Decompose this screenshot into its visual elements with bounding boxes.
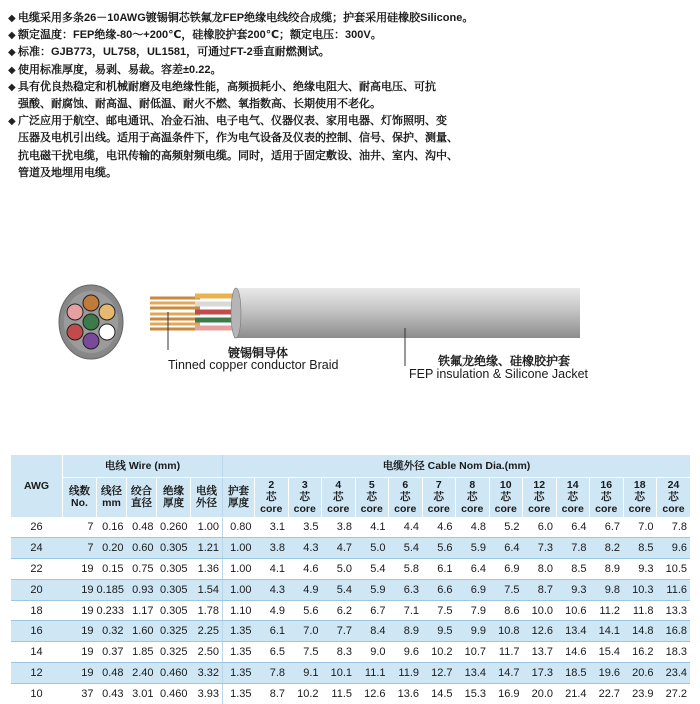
spec-text: 压器及电机引出线。适用于高温条件下，作为电气设备及仪表的控制、信号、保护、测量、: [18, 132, 458, 145]
table-cell: 10.2: [288, 683, 322, 704]
table-cell: 1.00: [223, 538, 255, 559]
table-cell: 37: [63, 683, 97, 704]
table-cell: 1.35: [223, 621, 255, 642]
table-cell: 9.5: [422, 621, 456, 642]
table-cell: 8.9: [590, 559, 624, 580]
core-count-header: 16 芯 core: [590, 477, 624, 517]
spec-text: 抗电磁干扰电缆，电讯传输的高频射频电缆。同时，适用于固定敷设、油井、室内、沟中、: [18, 149, 458, 162]
table-cell: 19: [63, 579, 97, 600]
table-cell: 6.5: [255, 642, 289, 663]
awg-cell: 18: [11, 600, 63, 621]
diamond-bullet-icon: ◆: [8, 30, 16, 42]
jacket-label-en: FEP insulation & Silicone Jacket: [409, 367, 589, 381]
table-cell: 4.6: [422, 517, 456, 538]
awg-header: AWG: [11, 455, 63, 517]
table-cell: 5.6: [422, 538, 456, 559]
spec-table: [10, 455, 690, 704]
table-cell: 0.48: [97, 663, 127, 684]
table-cell: 19: [63, 600, 97, 621]
table-cell: 14.7: [489, 663, 523, 684]
spec-text: 强酸、耐腐蚀、耐高温、耐低温、耐火不燃、氧指数高、长期使用不老化。: [18, 98, 381, 111]
spec-line: [8, 165, 692, 182]
table-cell: 5.0: [355, 538, 389, 559]
table-cell: 7.8: [657, 517, 691, 538]
table-cell: 4.9: [288, 579, 322, 600]
table-cell: 4.8: [456, 517, 490, 538]
table-cell: 14.8: [623, 621, 657, 642]
table-cell: 4.4: [389, 517, 423, 538]
table-cell: 3.32: [191, 663, 223, 684]
table-cell: 4.9: [255, 600, 289, 621]
table-cell: 11.1: [355, 663, 389, 684]
table-cell: 10.5: [657, 559, 691, 580]
table-cell: 5.9: [456, 538, 490, 559]
table-cell: 11.5: [322, 683, 356, 704]
awg-cell: 12: [11, 663, 63, 684]
jacket-thickness-header: 护套 厚度: [223, 477, 255, 517]
table-cell: 1.10: [223, 600, 255, 621]
table-cell: 9.3: [623, 559, 657, 580]
table-cell: 16.2: [623, 642, 657, 663]
table-cell: 8.5: [623, 538, 657, 559]
table-cell: 7.5: [489, 579, 523, 600]
awg-cell: 20: [11, 579, 63, 600]
table-cell: 1.00: [223, 559, 255, 580]
conductor-label-cn: 镀锡铜导体: [228, 346, 289, 360]
spec-line: [8, 148, 692, 165]
table-cell: 4.1: [255, 559, 289, 580]
core-count-header: 8 芯 core: [456, 477, 490, 517]
diamond-bullet-icon: ◆: [8, 81, 16, 93]
table-cell: 0.305: [157, 538, 191, 559]
table-cell: 11.9: [389, 663, 423, 684]
table-cell: 11.2: [590, 600, 624, 621]
core-count-header: 18 芯 core: [623, 477, 657, 517]
table-cell: 0.233: [97, 600, 127, 621]
table-cell: 4.6: [288, 559, 322, 580]
table-cell: 0.305: [157, 600, 191, 621]
table-cell: 0.43: [97, 683, 127, 704]
table-row: [11, 642, 691, 663]
table-cell: 27.2: [657, 683, 691, 704]
table-cell: 4.7: [322, 538, 356, 559]
table-cell: 1.35: [223, 663, 255, 684]
spec-line: [8, 62, 692, 79]
spec-line: [8, 113, 692, 130]
table-cell: 13.3: [657, 600, 691, 621]
table-cell: 2.40: [127, 663, 157, 684]
table-cell: 6.1: [255, 621, 289, 642]
table-cell: 12.7: [422, 663, 456, 684]
table-cell: 23.9: [623, 683, 657, 704]
table-cell: 1.85: [127, 642, 157, 663]
table-cell: 0.15: [97, 559, 127, 580]
table-cell: 11.8: [623, 600, 657, 621]
table-cell: 14.5: [422, 683, 456, 704]
table-cell: 10.8: [489, 621, 523, 642]
table-cell: 9.1: [288, 663, 322, 684]
table-cell: 6.7: [590, 517, 624, 538]
table-cell: 4.3: [255, 579, 289, 600]
table-cell: 10.1: [322, 663, 356, 684]
cross-section: [59, 285, 123, 359]
table-cell: 1.36: [191, 559, 223, 580]
table-cell: 5.0: [322, 559, 356, 580]
table-cell: 6.2: [322, 600, 356, 621]
table-cell: 19: [63, 559, 97, 580]
table-cell: 7: [63, 538, 97, 559]
table-cell: 8.3: [322, 642, 356, 663]
table-cell: 0.305: [157, 559, 191, 580]
table-cell: 9.0: [355, 642, 389, 663]
table-cell: 0.60: [127, 538, 157, 559]
table-row: [11, 559, 691, 580]
table-cell: 3.01: [127, 683, 157, 704]
table-cell: 12.6: [523, 621, 557, 642]
table-cell: 18.3: [657, 642, 691, 663]
table-cell: 1.00: [191, 517, 223, 538]
table-cell: 13.7: [523, 642, 557, 663]
table-cell: 11.6: [657, 579, 691, 600]
cable-illustration: [0, 270, 700, 390]
table-cell: 1.21: [191, 538, 223, 559]
core-count-header: 4 芯 core: [322, 477, 356, 517]
table-cell: 8.0: [523, 559, 557, 580]
core-count-header: 6 芯 core: [389, 477, 423, 517]
table-cell: 0.20: [97, 538, 127, 559]
core-count-header: 14 芯 core: [556, 477, 590, 517]
table-row: [11, 517, 691, 538]
bundle-dia-header: 绞合 直径: [127, 477, 157, 517]
table-cell: 8.2: [590, 538, 624, 559]
table-cell: 9.6: [657, 538, 691, 559]
table-cell: 5.8: [389, 559, 423, 580]
spec-line: [8, 96, 692, 113]
table-cell: 21.4: [556, 683, 590, 704]
table-cell: 0.325: [157, 642, 191, 663]
conductor-label-en: Tinned copper conductor Braid: [168, 358, 339, 372]
table-cell: 6.9: [489, 559, 523, 580]
table-row: [11, 600, 691, 621]
table-cell: 9.9: [456, 621, 490, 642]
table-cell: 6.1: [422, 559, 456, 580]
table-cell: 5.4: [322, 579, 356, 600]
table-cell: 7.0: [623, 517, 657, 538]
jacket-label-cn: 铁氟龙绝缘、硅橡胶护套: [438, 354, 571, 368]
table-cell: 8.5: [556, 559, 590, 580]
diamond-bullet-icon: ◆: [8, 47, 16, 59]
table-cell: 0.48: [127, 517, 157, 538]
table-cell: 19.6: [590, 663, 624, 684]
table-cell: 0.185: [97, 579, 127, 600]
table-cell: 7.3: [523, 538, 557, 559]
table-cell: 9.6: [389, 642, 423, 663]
spec-text: 电缆采用多条26－10AWG镀锡铜芯铁氟龙FEP绝缘电线绞合成缆；护套采用硅橡胶Silicone。: [18, 12, 474, 24]
table-cell: 3.8: [322, 517, 356, 538]
table-cell: 1.60: [127, 621, 157, 642]
table-cell: 6.9: [456, 579, 490, 600]
table-cell: 3.5: [288, 517, 322, 538]
awg-cell: 24: [11, 538, 63, 559]
table-cell: 7: [63, 517, 97, 538]
table-cell: 23.4: [657, 663, 691, 684]
awg-cell: 16: [11, 621, 63, 642]
table-cell: 0.37: [97, 642, 127, 663]
table-cell: 4.1: [355, 517, 389, 538]
spec-text: 广泛应用于航空、邮电通讯、冶金石油、电子电气、仪器仪表、家用电器、灯饰照明、变: [18, 115, 447, 128]
table-cell: 14.6: [556, 642, 590, 663]
spec-text: 额定温度：FEP绝缘-80～+200℃，硅橡胶护套200℃；额定电压：300V。: [18, 29, 382, 42]
table-cell: 8.7: [523, 579, 557, 600]
table-cell: 19: [63, 642, 97, 663]
table-cell: 0.80: [223, 517, 255, 538]
table-cell: 12.6: [355, 683, 389, 704]
spec-line: [8, 130, 692, 147]
table-cell: 3.8: [255, 538, 289, 559]
table-cell: 5.9: [355, 579, 389, 600]
diamond-bullet-icon: ◆: [8, 64, 16, 76]
table-cell: 7.8: [556, 538, 590, 559]
table-cell: 10.0: [523, 600, 557, 621]
table-cell: 3.93: [191, 683, 223, 704]
table-cell: 15.4: [590, 642, 624, 663]
table-cell: 0.460: [157, 683, 191, 704]
table-cell: 0.460: [157, 663, 191, 684]
diamond-bullet-icon: ◆: [8, 116, 16, 128]
core-count-header: 12 芯 core: [523, 477, 557, 517]
table-cell: 7.1: [389, 600, 423, 621]
core-count-header: 2 芯 core: [255, 477, 289, 517]
awg-cell: 10: [11, 683, 63, 704]
table-cell: 1.54: [191, 579, 223, 600]
table-cell: 10.3: [623, 579, 657, 600]
table-cell: 5.6: [288, 600, 322, 621]
awg-cell: 14: [11, 642, 63, 663]
table-row: [11, 663, 691, 684]
wire-od-header: 电线 外径: [191, 477, 223, 517]
table-row: [11, 683, 691, 704]
table-cell: 7.9: [456, 600, 490, 621]
awg-cell: 22: [11, 559, 63, 580]
spec-text: 使用标准厚度，易剥、易裁。容差±0.22。: [18, 63, 222, 76]
table-cell: 20.6: [623, 663, 657, 684]
table-cell: 1.17: [127, 600, 157, 621]
table-row: [11, 621, 691, 642]
table-row: [11, 538, 691, 559]
table-cell: 6.7: [355, 600, 389, 621]
table-cell: 15.3: [456, 683, 490, 704]
table-cell: 20.0: [523, 683, 557, 704]
cable-diagram: [0, 270, 700, 390]
table-cell: 0.16: [97, 517, 127, 538]
table-cell: 5.4: [389, 538, 423, 559]
table-cell: 16.8: [657, 621, 691, 642]
table-cell: 13.4: [456, 663, 490, 684]
table-cell: 9.8: [590, 579, 624, 600]
table-cell: 10.6: [556, 600, 590, 621]
insulation-thickness-header: 绝缘 厚度: [157, 477, 191, 517]
spec-text: 标准：GJB773，UL758，UL1581，可通过FT-2垂直耐燃测试。: [18, 46, 330, 59]
table-cell: 7.5: [288, 642, 322, 663]
table-cell: 1.00: [223, 579, 255, 600]
table-cell: 0.260: [157, 517, 191, 538]
diamond-bullet-icon: ◆: [8, 13, 16, 24]
table-cell: 18.5: [556, 663, 590, 684]
core-count-header: 10 芯 core: [489, 477, 523, 517]
table-cell: 6.4: [556, 517, 590, 538]
table-cell: 0.93: [127, 579, 157, 600]
table-cell: 7.0: [288, 621, 322, 642]
table-cell: 5.2: [489, 517, 523, 538]
table-cell: 11.7: [489, 642, 523, 663]
table-cell: 6.0: [523, 517, 557, 538]
table-cell: 8.7: [255, 683, 289, 704]
table-cell: 13.6: [389, 683, 423, 704]
table-cell: 19: [63, 621, 97, 642]
table-cell: 8.6: [489, 600, 523, 621]
table-cell: 4.3: [288, 538, 322, 559]
table-cell: 2.50: [191, 642, 223, 663]
table-cell: 8.9: [389, 621, 423, 642]
wire-dia-header: 线径 mm: [97, 477, 127, 517]
spec-line: [8, 79, 692, 96]
spec-line: [8, 10, 692, 27]
core-count-header: 24 芯 core: [657, 477, 691, 517]
table-cell: 10.2: [422, 642, 456, 663]
table-cell: 0.325: [157, 621, 191, 642]
table-cell: 2.25: [191, 621, 223, 642]
spec-line: [8, 44, 692, 61]
table-cell: 13.4: [556, 621, 590, 642]
table-cell: 6.4: [489, 538, 523, 559]
spec-list: [8, 10, 692, 182]
table-cell: 7.7: [322, 621, 356, 642]
cable-dia-group-header: 电缆外径 Cable Nom Dia.(mm): [223, 455, 691, 477]
spec-text: 管道及地埋用电缆。: [18, 166, 117, 179]
table-cell: 22.7: [590, 683, 624, 704]
core-count-header: 3 芯 core: [288, 477, 322, 517]
core-count-header: 5 芯 core: [355, 477, 389, 517]
table-cell: 6.4: [456, 559, 490, 580]
exposed-conductors: [150, 296, 238, 329]
table-cell: 19: [63, 663, 97, 684]
table-cell: 5.4: [355, 559, 389, 580]
table-cell: 1.78: [191, 600, 223, 621]
core-count-header: 7 芯 core: [422, 477, 456, 517]
spec-line: [8, 27, 692, 44]
table-cell: 8.4: [355, 621, 389, 642]
table-cell: 9.3: [556, 579, 590, 600]
table-cell: 7.5: [422, 600, 456, 621]
table-cell: 6.3: [389, 579, 423, 600]
table-row: [11, 579, 691, 600]
awg-cell: 26: [11, 517, 63, 538]
strands-header: 线数 No.: [63, 477, 97, 517]
table-cell: 1.35: [223, 683, 255, 704]
table-cell: 0.305: [157, 579, 191, 600]
table-cell: 6.6: [422, 579, 456, 600]
spec-text: 具有优良热稳定和机械耐磨及电绝缘性能，高频损耗小、绝缘电阻大、耐高电压、可抗: [18, 80, 436, 93]
table-cell: 3.1: [255, 517, 289, 538]
table-cell: 0.75: [127, 559, 157, 580]
table-cell: 16.9: [489, 683, 523, 704]
table-cell: 14.1: [590, 621, 624, 642]
table-cell: 1.35: [223, 642, 255, 663]
table-cell: 7.8: [255, 663, 289, 684]
table-cell: 17.3: [523, 663, 557, 684]
table-cell: 0.32: [97, 621, 127, 642]
wire-group-header: 电线 Wire (mm): [63, 455, 223, 477]
table-cell: 10.7: [456, 642, 490, 663]
